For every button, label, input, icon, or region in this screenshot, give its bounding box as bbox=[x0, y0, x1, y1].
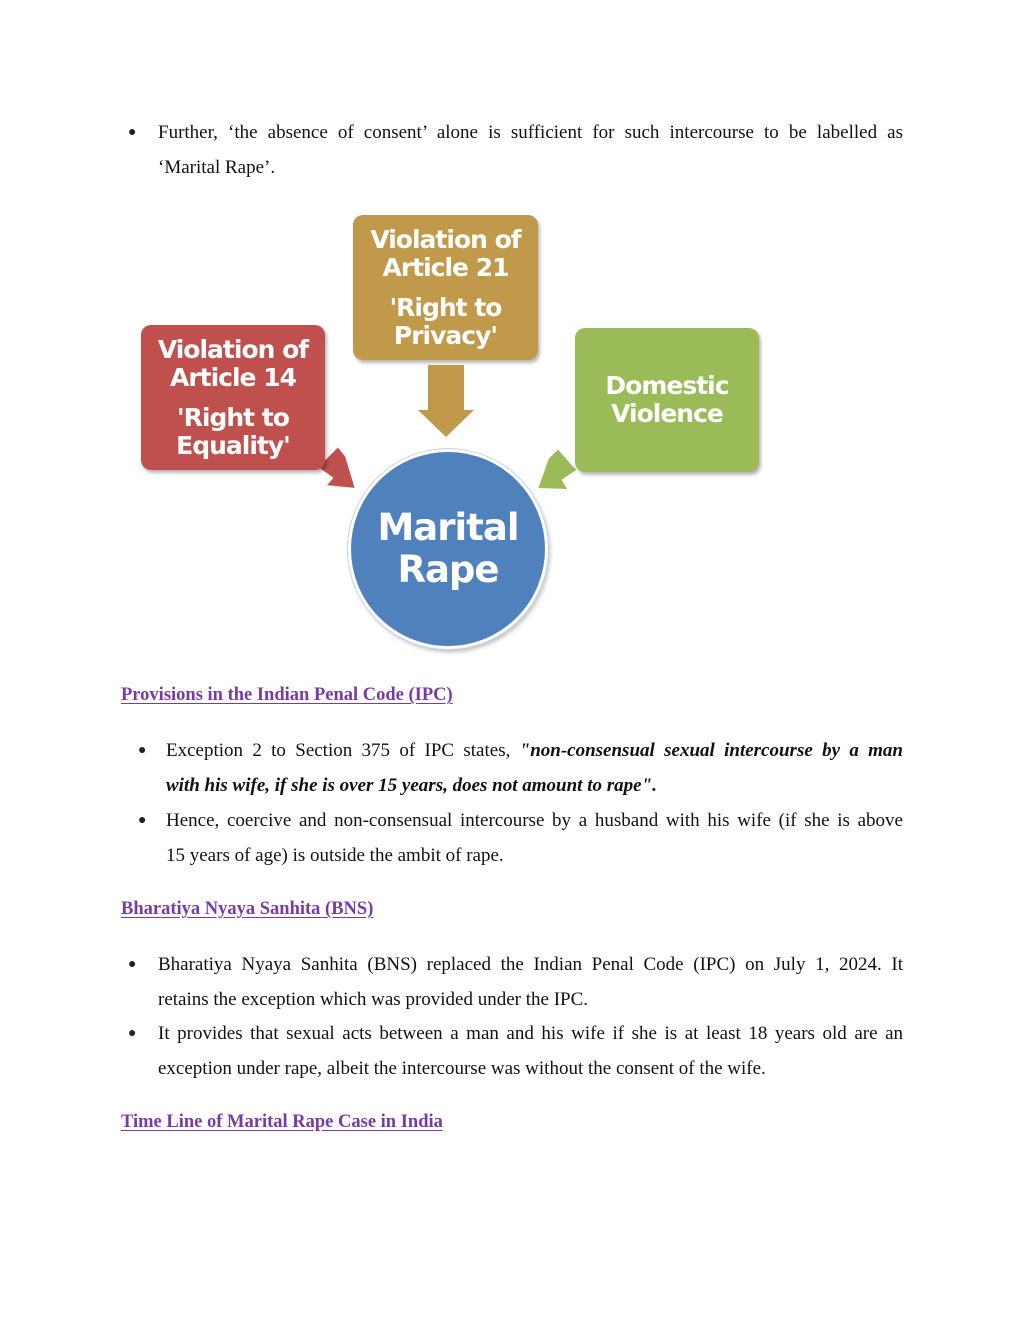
ipc-heading[interactable]: Provisions in the Indian Penal Code (IPC) bbox=[121, 685, 453, 705]
ipc-bullet-1-emphasis: "non-consensual sexual intercourse by a man bbox=[519, 740, 903, 761]
intro-line-1: Further, ‘the absence of consent’ alone is sufficient for such intercourse to be labelled as bbox=[158, 122, 903, 143]
top-box-line-3: 'Right to bbox=[389, 292, 502, 322]
ipc-bullet-2-line-2: 15 years of age) is outside the ambit of rape. bbox=[166, 845, 504, 866]
bullet-dot: ● bbox=[138, 743, 147, 758]
left-box-line-3: 'Right to bbox=[177, 402, 289, 432]
intro-line-2: ‘Marital Rape’. bbox=[158, 157, 276, 178]
bns-heading[interactable]: Bharatiya Nyaya Sanhita (BNS) bbox=[121, 899, 374, 919]
right-box-line-2: Violence bbox=[611, 399, 723, 428]
ipc-bullet-1-line-1 bbox=[166, 733, 903, 768]
ipc-bullet-1-line-2: with his wife, if she is over 15 years, does not amount to rape". bbox=[166, 775, 657, 796]
bns-bullet-2-line-1: It provides that sexual acts between a man and his wife if she is at least 18 years old are an bbox=[158, 1023, 903, 1044]
center-line-1: Marital bbox=[377, 506, 519, 549]
timeline-heading[interactable]: Time Line of Marital Rape Case in India bbox=[121, 1112, 443, 1132]
top-box-article-21 bbox=[353, 215, 538, 360]
bullet-dot: ● bbox=[128, 125, 137, 140]
ipc-bullet-1-plain: Exception 2 to Section 375 of IPC states, bbox=[166, 740, 520, 761]
bullet-dot: ● bbox=[128, 1026, 137, 1041]
bullet-dot: ● bbox=[138, 813, 147, 828]
left-box-article-14 bbox=[141, 325, 325, 470]
center-circle-marital-rape bbox=[348, 449, 548, 649]
bns-bullet-2-line-2: exception under rape, albeit the intercourse was without the consent of the wife. bbox=[158, 1058, 766, 1079]
center-line-2: Rape bbox=[397, 548, 499, 591]
arrow-right-to-center bbox=[537, 448, 578, 490]
right-box-line-1: Domestic bbox=[605, 371, 729, 400]
arrow-down bbox=[418, 365, 474, 437]
right-box-domestic-violence bbox=[575, 328, 759, 472]
bns-bullet-1-line-2: retains the exception which was provided under the IPC. bbox=[158, 989, 589, 1010]
top-box-line-1: Violation of bbox=[370, 224, 521, 254]
left-box-line-1: Violation of bbox=[157, 334, 309, 364]
top-box-line-2: Article 21 bbox=[382, 252, 509, 282]
bullet-dot: ● bbox=[128, 957, 137, 972]
ipc-bullet-2-line-1: Hence, coercive and non-consensual intercourse by a husband with his wife (if she is above bbox=[166, 810, 903, 831]
left-box-line-4: Equality' bbox=[176, 430, 290, 460]
left-box-line-2: Article 14 bbox=[169, 362, 297, 392]
bns-bullet-1-line-1: Bharatiya Nyaya Sanhita (BNS) replaced the Indian Penal Code (IPC) on July 1, 2024. It bbox=[158, 954, 903, 975]
top-box-line-4: Privacy' bbox=[393, 320, 498, 350]
